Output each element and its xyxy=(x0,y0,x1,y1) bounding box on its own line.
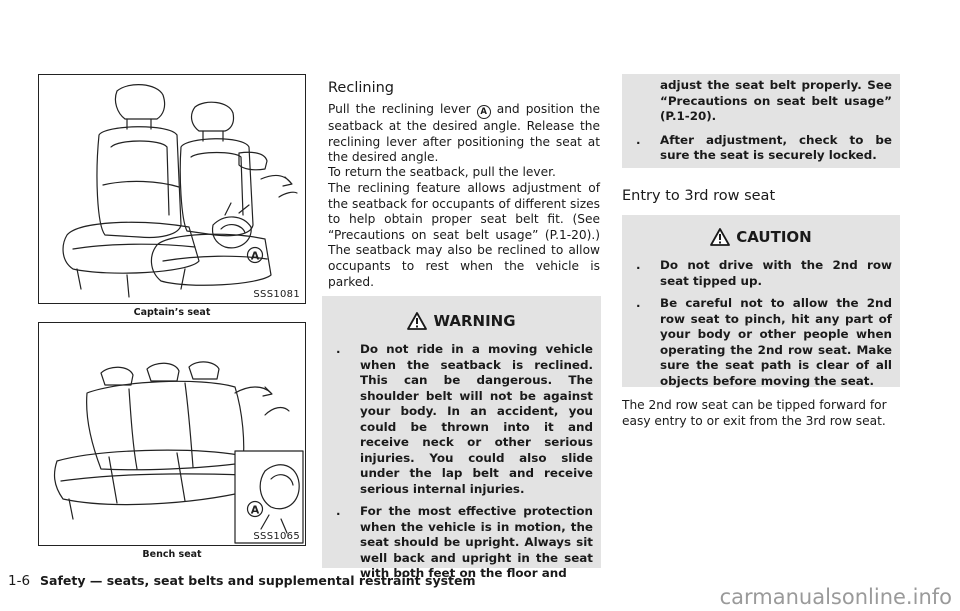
entry-paragraph: The 2nd row seat can be tipped forward for easy entry to or exit from the 3rd row seat. xyxy=(622,398,887,428)
bench-seat-illustration xyxy=(39,323,305,545)
caution-item: . Be careful not to allow the 2nd row seat to pinch, hit any part of your body or other people when operating the 2nd row seat. Make sure the seat path is clear of all objects before moving the seat. xyxy=(636,296,892,388)
warning-box xyxy=(322,296,601,580)
warning-list-continued xyxy=(622,74,900,164)
captain-seat-figure xyxy=(38,74,306,304)
caution-item: . Do not drive with the 2nd row seat tipped up. xyxy=(636,258,892,288)
bullet: . xyxy=(636,258,641,272)
figure-code-captain: SSS1081 xyxy=(253,289,300,300)
warning-item-continued: adjust the seat belt properly. See “Precautions on seat belt usage” (P.1-20). xyxy=(660,78,892,123)
reclining-paragraph-2: To return the seatback, pull the lever. xyxy=(328,165,556,179)
callout-a-label: A xyxy=(250,503,260,517)
bullet: . xyxy=(336,504,341,518)
page-footer xyxy=(8,573,476,589)
warning-item: . After adjustment, check to be sure the seat is securely locked. xyxy=(636,132,892,162)
callout-a-inline: A xyxy=(477,105,491,119)
caution-box xyxy=(622,215,900,387)
caution-list xyxy=(622,258,900,389)
caution-triangle-icon xyxy=(710,228,730,246)
warning-triangle-icon xyxy=(407,312,427,330)
caution-title-row xyxy=(622,215,900,248)
captain-seat-illustration xyxy=(39,75,305,303)
warning-item: . Do not ride in a moving vehicle when the seatback is reclined. This can be dangerous. The shoulder belt will not be against your body. In an accident, you could be thrown into it and receive neck or other serious injuries. You could also slide under the lap belt and receive serious internal injuries. xyxy=(336,342,593,496)
bullet: . xyxy=(636,132,641,147)
para1-post: and position the seatback at the desired angle. Release the reclining lever after positioning the seat at the desired angle. xyxy=(328,102,601,165)
watermark: carmanualsonline.info xyxy=(719,585,952,609)
warning-list xyxy=(322,342,601,582)
warning-title-row xyxy=(322,296,601,332)
reclining-paragraph-1 xyxy=(328,102,600,166)
warning-box-continued xyxy=(622,74,900,168)
reclining-paragraph-3: The reclining feature allows adjustment of the seatback for occupants of different sizes to help obtain proper seat belt fit. (See “Precautions on seat belt usage” (P.1-20).) The seatback may also be reclined to allow occupants to rest when the vehicle is parked. xyxy=(328,181,600,289)
bench-seat-figure xyxy=(38,322,306,546)
section-title: Safety — seats, seat belts and supplemental restraint system xyxy=(40,573,476,588)
caution-title: CAUTION xyxy=(736,228,812,246)
bullet: . xyxy=(636,296,641,310)
para1-pre: Pull the reclining lever xyxy=(328,102,471,116)
warning-title: WARNING xyxy=(433,312,516,330)
caption-bench-seat: Bench seat xyxy=(142,549,202,560)
heading-reclining: Reclining xyxy=(328,80,394,96)
figure-code-bench: SSS1065 xyxy=(253,531,300,542)
page-number: 1-6 xyxy=(8,573,31,589)
bullet: . xyxy=(336,342,341,356)
callout-a-label: A xyxy=(250,249,260,263)
caption-captain-seat: Captain’s seat xyxy=(133,307,211,318)
heading-entry-3rd-row: Entry to 3rd row seat xyxy=(622,188,776,204)
warning-item: . For the most effective protection when the vehicle is in motion, the seat should be upright. Always sit well back and upright in the seat with both feet on the floor and xyxy=(336,504,593,580)
